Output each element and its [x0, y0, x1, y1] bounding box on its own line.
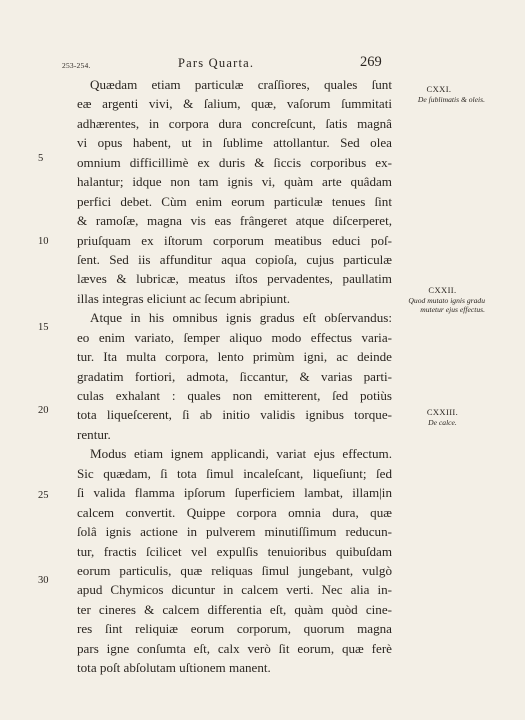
text-line: & ramoſæ, magna vis eas frângeret atque diſcerperet,: [77, 213, 392, 229]
sidenote-cxxiii: [400, 408, 485, 427]
page-range: 253-254.: [62, 61, 91, 70]
text-line: apud Chymicos dicuntur in calcem verti. Nec alia in-: [77, 582, 392, 598]
text-line: gradatim fortiori, admota, ſiccantur, & varias parti-: [77, 368, 392, 384]
text-line: illas integras eliciunt ac ſecum abripiunt.: [77, 290, 291, 306]
sidenote-cxxii: [400, 286, 485, 314]
sidenote-text: De ſublimatis & oleis.: [417, 95, 485, 104]
text-line: Quædam etiam particulæ craſſiores, quales ſunt: [90, 77, 392, 92]
text-line: ſi valida flamma ipſorum ſuperficiem lambat, illam|in: [77, 485, 392, 501]
text-line: priuſquam ex iſtorum corporum meatibus educi poſ-: [77, 232, 392, 248]
text-line: adhærentes, in corpora dura concreſcunt, ſatis magnâ: [77, 115, 392, 131]
sidenote-number: CXXII.: [428, 285, 457, 295]
line-number: 25: [38, 490, 49, 501]
text-line: culas exhalant : quales non emitterent, ſed potiùs: [77, 388, 392, 403]
paragraph-cxxi: [77, 75, 392, 308]
sidenote-text: De calce.: [428, 418, 457, 427]
text-line: perfici debet. Cùm enim eorum particulæ tenues ſint: [77, 193, 392, 209]
line-number: 10: [38, 236, 49, 247]
text-line: ter cineres & calcem differentia eſt, quàm quòd cine-: [77, 601, 392, 617]
text-line: calcem convertit. Quippe corpora omnia dura, quæ: [77, 504, 392, 520]
line-number: 5: [38, 153, 44, 164]
sidenote-text: Quod mutato ignis gradu mutetur ejus effectus.: [408, 296, 485, 314]
text-line: eæ argenti vivi, & ſalium, quæ, vaſorum ſummitati: [77, 96, 392, 112]
text-line: vi opus habent, ut in ſublime attollantur. Sed olea: [77, 135, 392, 151]
line-number: 15: [38, 322, 49, 333]
sidenote-number: CXXIII.: [426, 407, 459, 417]
text-line: Modus etiam ignem applicandi, variat ejus effectum.: [90, 446, 392, 462]
text-line: pars igne conſumta eſt, calx verò ſit eorum, quæ ferè: [77, 640, 392, 656]
paragraph-cxxiii: [77, 444, 392, 677]
text-line: res ſint reliquiæ eorum corporum, quorum magna: [77, 621, 392, 637]
text-line: eo enim variato, ſemper aliquo modo effectus varia-: [77, 329, 392, 345]
running-title: Pars Quarta.: [178, 56, 255, 70]
text-line: rentur.: [77, 426, 111, 442]
body-text: [77, 75, 392, 678]
line-number: 20: [38, 405, 49, 416]
text-line: ſolâ ignis actione in pulverem minutiſſimum reducun-: [77, 524, 392, 540]
text-line: tota liqueſcerent, ſi ab initio validis ignibus torque-: [77, 407, 392, 423]
text-line: omnium difficillimè ex duris & ſiccis corporibus ex-: [77, 154, 392, 170]
text-line: Atque in his omnibus ignis gradus eſt obſervandus:: [90, 310, 392, 326]
text-line: læves & lubricæ, meatus iſtos pervadentes, paullatim: [77, 271, 392, 287]
sidenote-number: CXXI.: [426, 84, 452, 94]
text-line: tota poſt abſolutam uſtionem manent.: [77, 660, 271, 676]
paragraph-cxxii: [77, 308, 392, 444]
text-line: tur. Ita multa corpora, lento primùm igni, ac deinde: [77, 349, 392, 365]
text-line: Sic quædam, ſi tota ſimul incaleſcant, liqueſiunt; ſed: [77, 465, 392, 481]
text-line: eorum particulis, quæ reliquas ſimul jungebant, vulgò: [77, 562, 392, 578]
sidenote-cxxi: [393, 85, 485, 104]
page-number: 269: [360, 54, 382, 70]
text-line: tur, fractis ſcilicet vel expulſis tenuioribus quibuſdam: [77, 543, 392, 559]
text-line: halantur; idque non tam ignis vi, quàm arte quâdam: [77, 174, 392, 190]
text-line: ſent. Sed iis affunditur aqua copioſa, cujus particulæ: [77, 251, 392, 267]
line-number: 30: [38, 575, 49, 586]
